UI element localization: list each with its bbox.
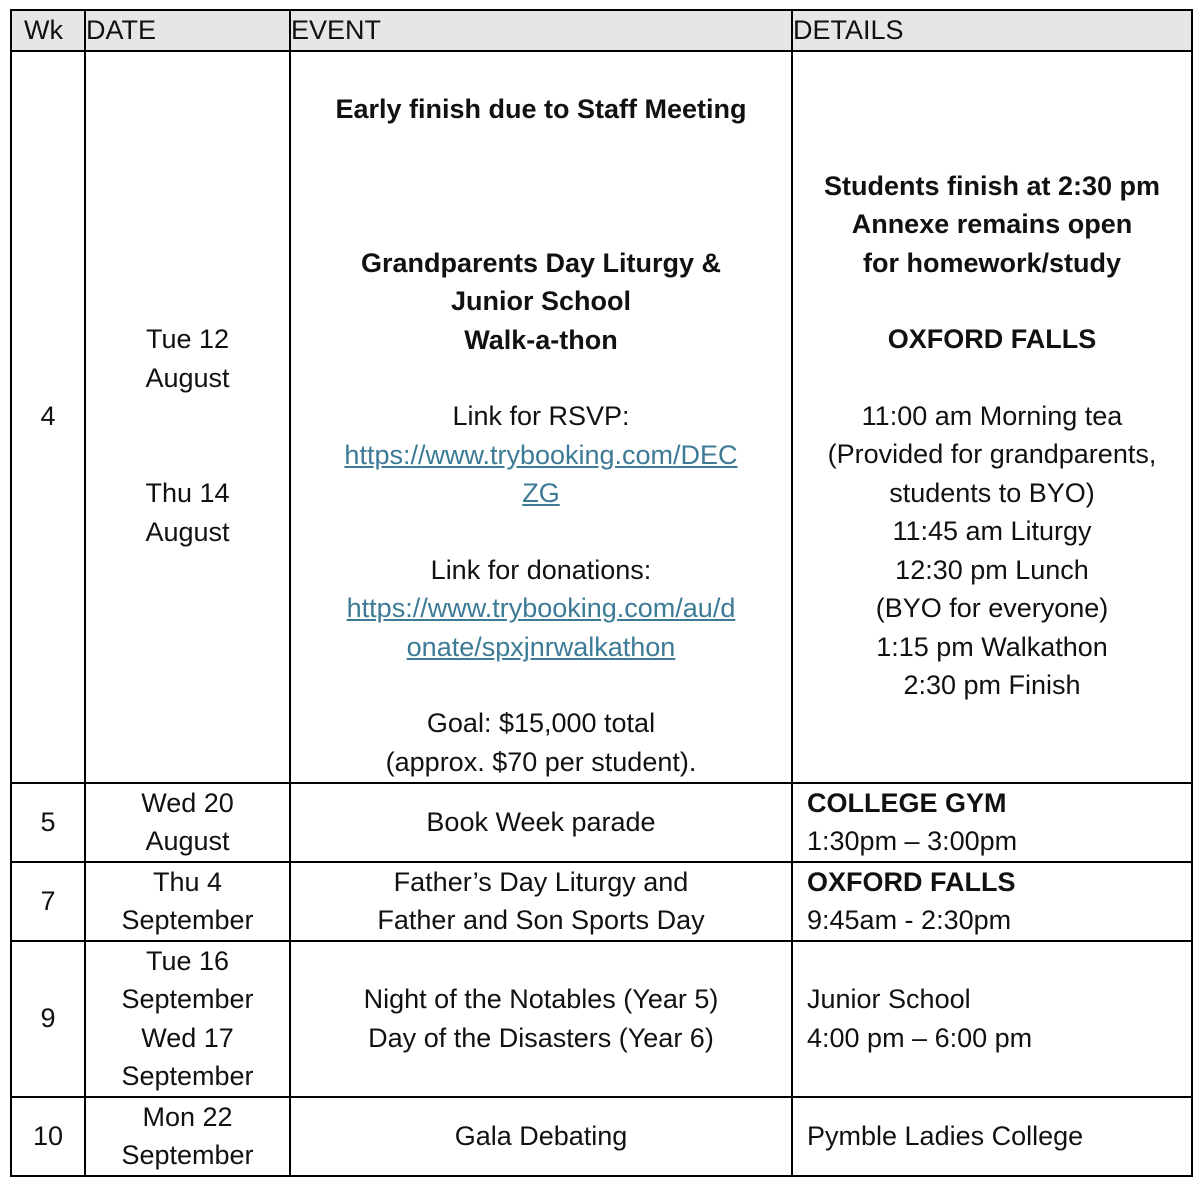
donations-link-line: https://www.trybooking.com/au/d	[346, 593, 736, 623]
goal-line: Goal: $15,000 total	[426, 708, 656, 738]
donations-label: Link for donations:	[430, 554, 652, 585]
date-line: August	[145, 516, 230, 547]
details-cell	[792, 783, 1192, 862]
event-cell: Book Week parade	[290, 783, 792, 862]
schedule-line: 11:45 am Liturgy	[892, 516, 1092, 546]
schedule-line: 1:15 pm Walkathon	[876, 631, 1108, 662]
details-line: Annexe remains open	[851, 209, 1133, 239]
rsvp-label: Link for RSVP:	[452, 401, 630, 431]
date-line: September	[121, 1140, 254, 1170]
date-line: Thu 14	[145, 478, 230, 508]
schedule-line: (BYO for everyone)	[875, 593, 1109, 623]
details-location: COLLEGE GYM	[807, 787, 1007, 818]
schedule-line: students to BYO)	[889, 477, 1095, 508]
event-cell: Gala Debating	[290, 1097, 792, 1176]
details-cell: Pymble Ladies College	[792, 1097, 1192, 1176]
date-line: August	[145, 362, 230, 393]
date-line: Mon 22	[142, 1101, 233, 1132]
event-line: Father and Son Sports Day	[377, 905, 705, 935]
event-line: Father’s Day Liturgy and	[393, 866, 689, 897]
week-number: 9	[11, 941, 85, 1097]
week-number: 5	[11, 783, 85, 862]
header-details: DETAILS	[792, 10, 1192, 51]
schedule-line: 2:30 pm Finish	[903, 670, 1081, 700]
date-line: August	[145, 826, 230, 856]
rsvp-link[interactable]	[291, 436, 791, 513]
date-line: September	[121, 984, 254, 1014]
details-location: OXFORD FALLS	[807, 866, 1016, 897]
details-line: 4:00 pm – 6:00 pm	[807, 1022, 1033, 1053]
schedule-line: 11:00 am Morning tea	[861, 400, 1123, 431]
event-title-line: Junior School	[450, 286, 631, 316]
rsvp-link-line: ZG	[522, 478, 560, 508]
date-cell	[85, 941, 290, 1097]
donations-link[interactable]	[291, 589, 791, 666]
table-row-week-4	[11, 51, 1192, 783]
date-cell	[85, 783, 290, 862]
rsvp-link-line: https://www.trybooking.com/DEC	[344, 439, 738, 470]
header-wk: Wk	[11, 10, 85, 51]
events-table	[10, 9, 1193, 1177]
event-cell	[290, 862, 792, 941]
events-calendar-document	[10, 9, 1193, 1177]
table-row-week-10	[11, 1097, 1192, 1176]
date-line: September	[121, 905, 254, 935]
event-cell	[290, 941, 792, 1097]
goal-line: (approx. $70 per student).	[385, 746, 697, 777]
schedule-line: 12:30 pm Lunch	[895, 554, 1089, 585]
details-location: OXFORD FALLS	[887, 324, 1097, 354]
date-cell	[85, 51, 290, 783]
schedule-line: (Provided for grandparents,	[827, 439, 1157, 469]
week-number: 7	[11, 862, 85, 941]
details-time: 1:30pm – 3:00pm	[807, 826, 1018, 856]
donations-link-line: onate/spxjnrwalkathon	[406, 631, 676, 662]
details-cell	[792, 941, 1192, 1097]
details-cell	[792, 51, 1192, 783]
details-line: Junior School	[807, 984, 971, 1014]
date-line: Tue 16	[145, 945, 230, 976]
event-line: Day of the Disasters (Year 6)	[368, 1022, 714, 1053]
date-cell	[85, 1097, 290, 1176]
details-cell	[792, 862, 1192, 941]
date-line: Wed 17	[141, 1022, 234, 1053]
week-number: 4	[11, 51, 85, 783]
header-row	[11, 10, 1192, 51]
header-date: DATE	[85, 10, 290, 51]
date-line: Tue 12	[145, 324, 230, 354]
event-title-line: Grandparents Day Liturgy &	[360, 247, 722, 278]
event-title: Early finish due to Staff Meeting	[335, 94, 747, 124]
header-event: EVENT	[290, 10, 792, 51]
table-row-week-9	[11, 941, 1192, 1097]
details-line: for homework/study	[862, 247, 1122, 278]
table-row-week-7	[11, 862, 1192, 941]
date-line: September	[121, 1061, 254, 1091]
event-title-line: Walk-a-thon	[464, 324, 618, 355]
date-cell	[85, 862, 290, 941]
table-row-week-5	[11, 783, 1192, 862]
details-time: 9:45am - 2:30pm	[807, 905, 1012, 935]
event-line: Night of the Notables (Year 5)	[363, 984, 719, 1014]
week-number: 10	[11, 1097, 85, 1176]
date-line: Wed 20	[141, 787, 234, 818]
date-line: Thu 4	[152, 866, 223, 897]
details-line: Students finish at 2:30 pm	[823, 170, 1161, 201]
event-cell	[290, 51, 792, 783]
